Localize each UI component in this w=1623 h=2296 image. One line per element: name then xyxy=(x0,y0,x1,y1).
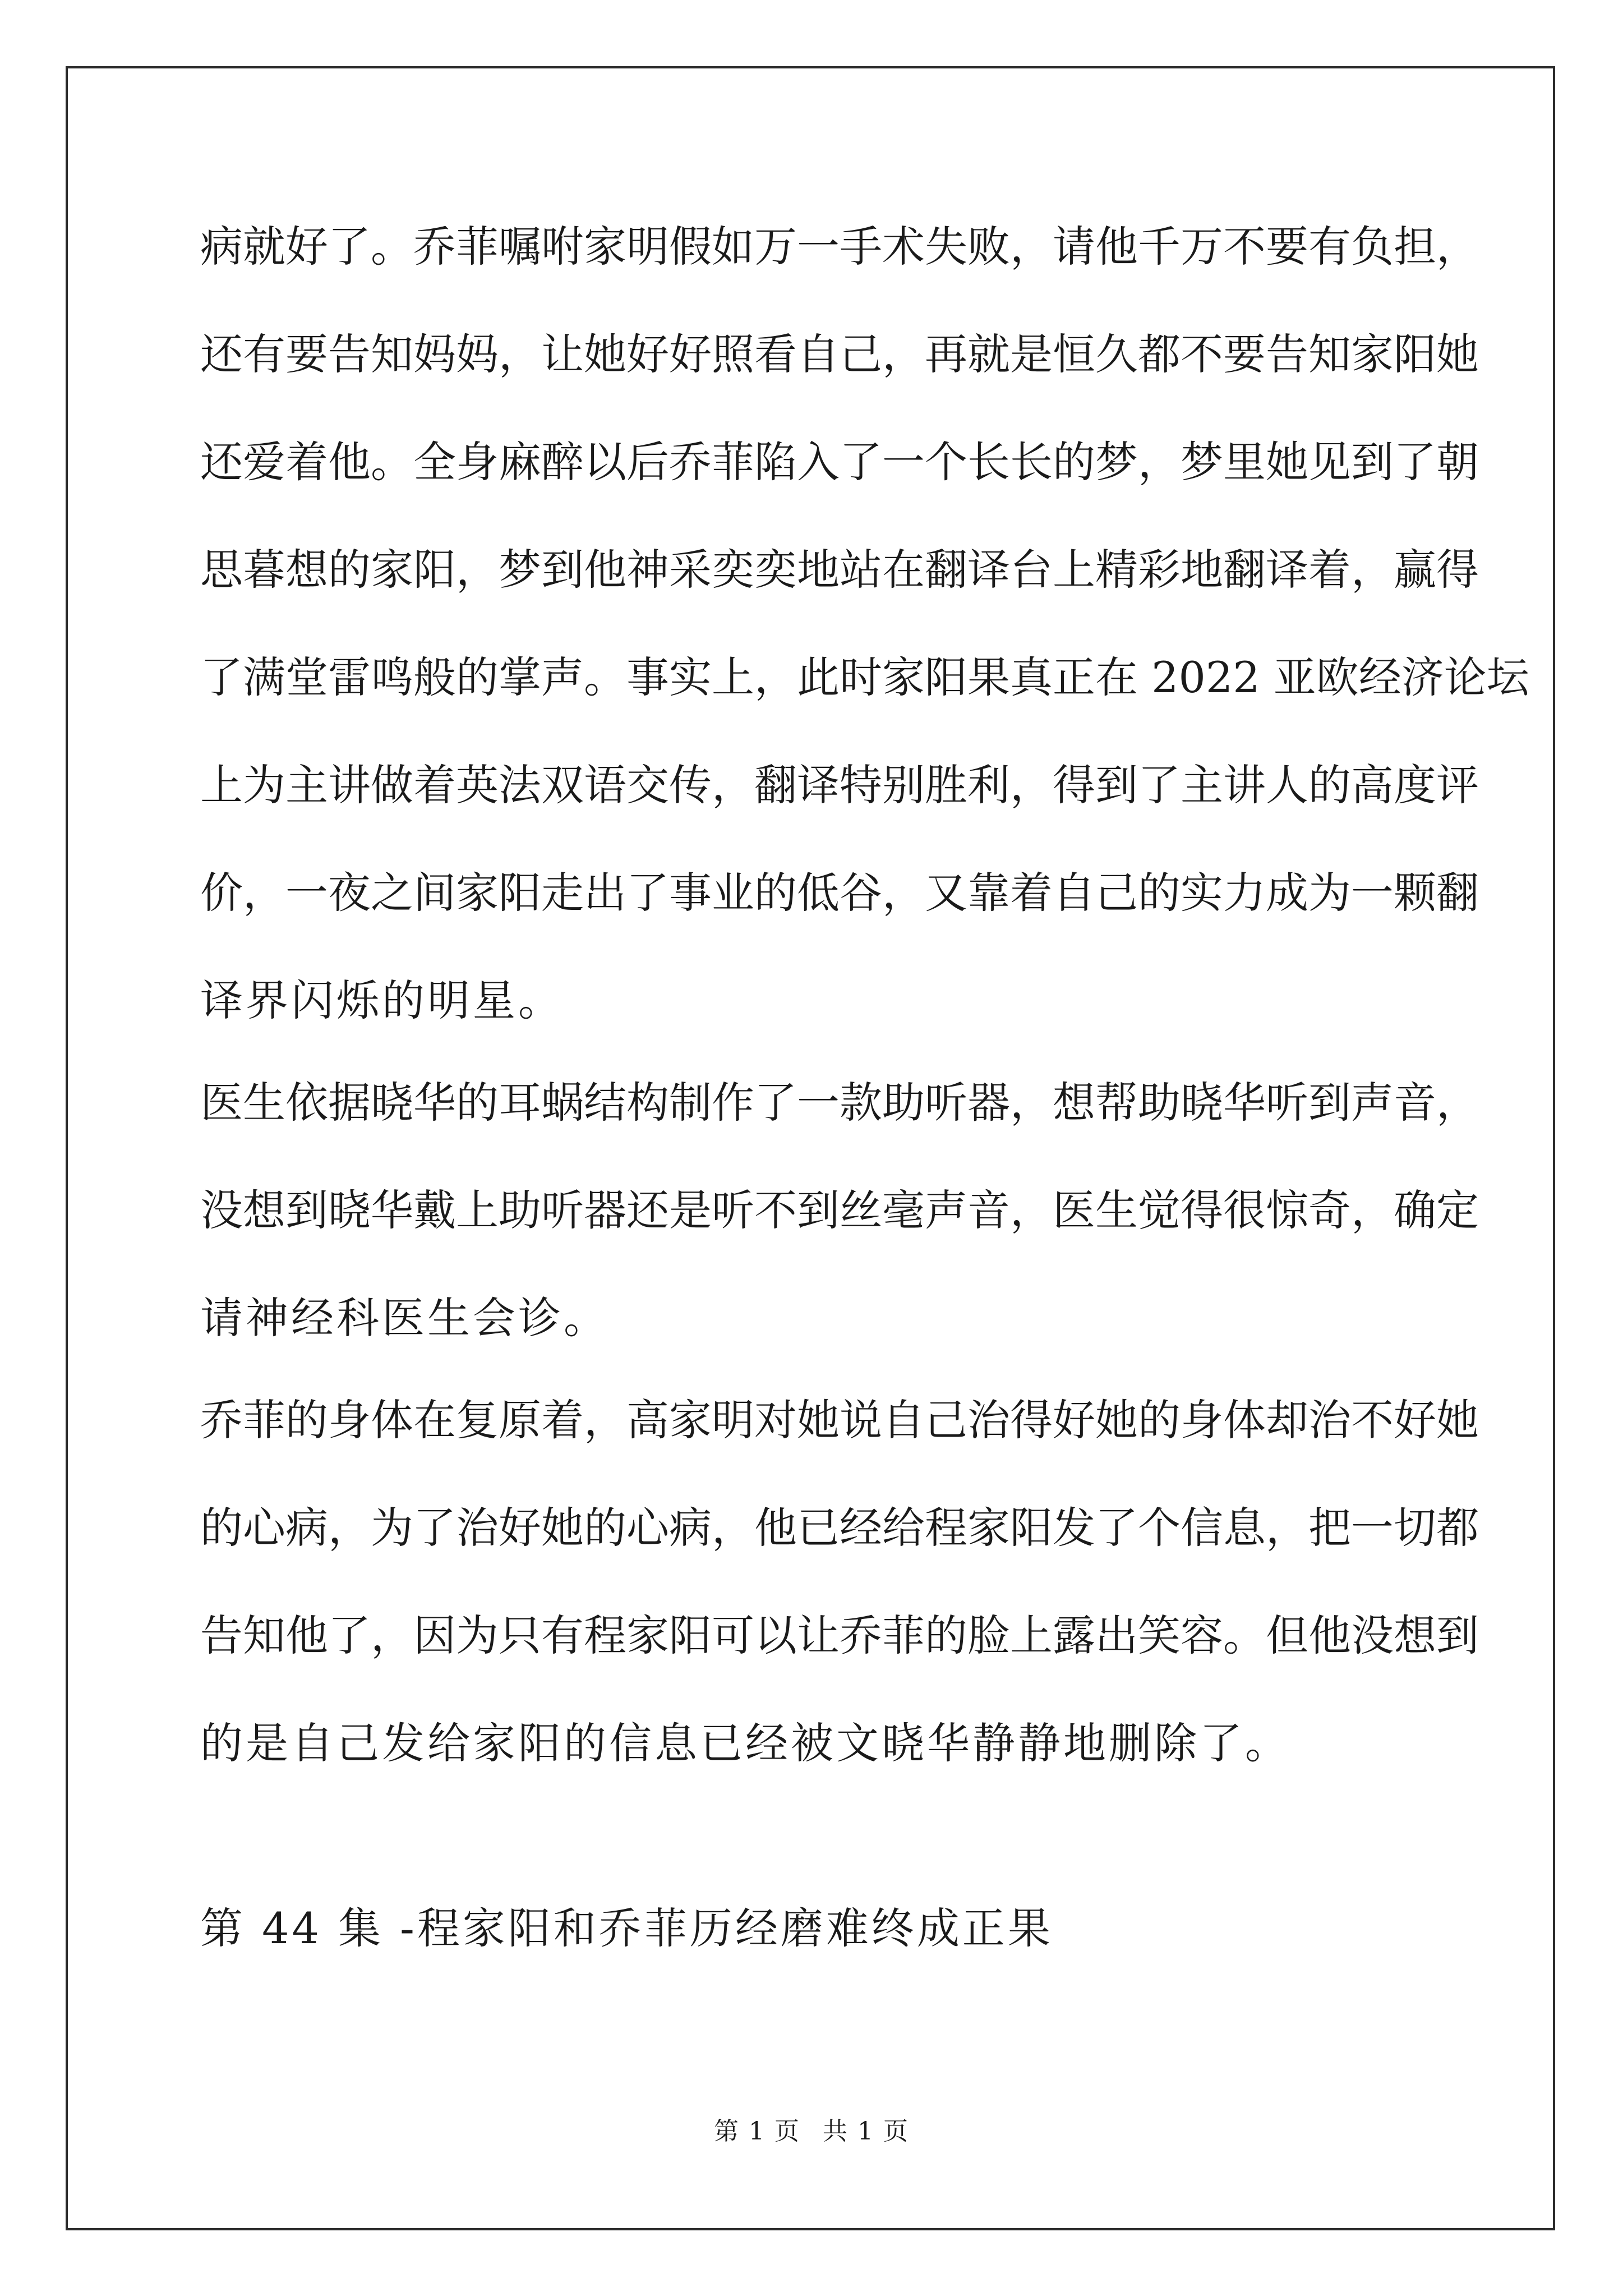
paragraph-1-line-3: 还爱着他。全身麻醉以后乔菲陷入了一个长长的梦，梦里她见到了朝 xyxy=(200,437,1479,487)
page-footer xyxy=(0,2115,1623,2148)
paragraph-1-line-5: 了满堂雷鸣般的掌声。事实上，此时家阳果真正在 2022 亚欧经济论坛 xyxy=(200,652,1529,702)
episode-heading: 第 44 集 -程家阳和乔菲历经磨难终成正果 xyxy=(200,1903,1053,1953)
paragraph-3-line-3: 告知他了，因为只有程家阳可以让乔菲的脸上露出笑容。但他没想到 xyxy=(200,1611,1479,1660)
paragraph-2-line-2: 没想到晓华戴上助听器还是听不到丝毫声音，医生觉得很惊奇，确定 xyxy=(200,1185,1479,1235)
paragraph-1-line-4: 思暮想的家阳，梦到他神采奕奕地站在翻译台上精彩地翻译着，赢得 xyxy=(200,545,1479,595)
page-number-current: 第 1 页 xyxy=(714,2117,800,2146)
paragraph-2-line-1: 医生依据晓华的耳蜗结构制作了一款助听器，想帮助晓华听到声音， xyxy=(200,1078,1479,1128)
paragraph-2-line-3: 请神经科医生会诊。 xyxy=(200,1293,609,1343)
paragraph-1-line-6: 上为主讲做着英法双语交传，翻译特别胜利，得到了主讲人的高度评 xyxy=(200,760,1479,810)
paragraph-3-line-1: 乔菲的身体在复原着，高家明对她说自己治得好她的身体却治不好她 xyxy=(200,1395,1479,1445)
paragraph-3-line-4: 的是自己发给家阳的信息已经被文晓华静静地删除了。 xyxy=(200,1718,1290,1768)
paragraph-1-line-7: 价，一夜之间家阳走出了事业的低谷，又靠着自己的实力成为一颗翻 xyxy=(200,868,1479,918)
page-number-total: 共 1 页 xyxy=(823,2117,909,2146)
paragraph-3-line-2: 的心病，为了治好她的心病，他已经给程家阳发了个信息，把一切都 xyxy=(200,1503,1479,1553)
paragraph-1-line-8: 译界闪烁的明星。 xyxy=(200,976,564,1025)
paragraph-1-line-2: 还有要告知妈妈，让她好好照看自己，再就是恒久都不要告知家阳她 xyxy=(200,329,1479,379)
paragraph-1-line-1: 病就好了。乔菲嘱咐家明假如万一手术失败，请他千万不要有负担， xyxy=(200,222,1479,272)
